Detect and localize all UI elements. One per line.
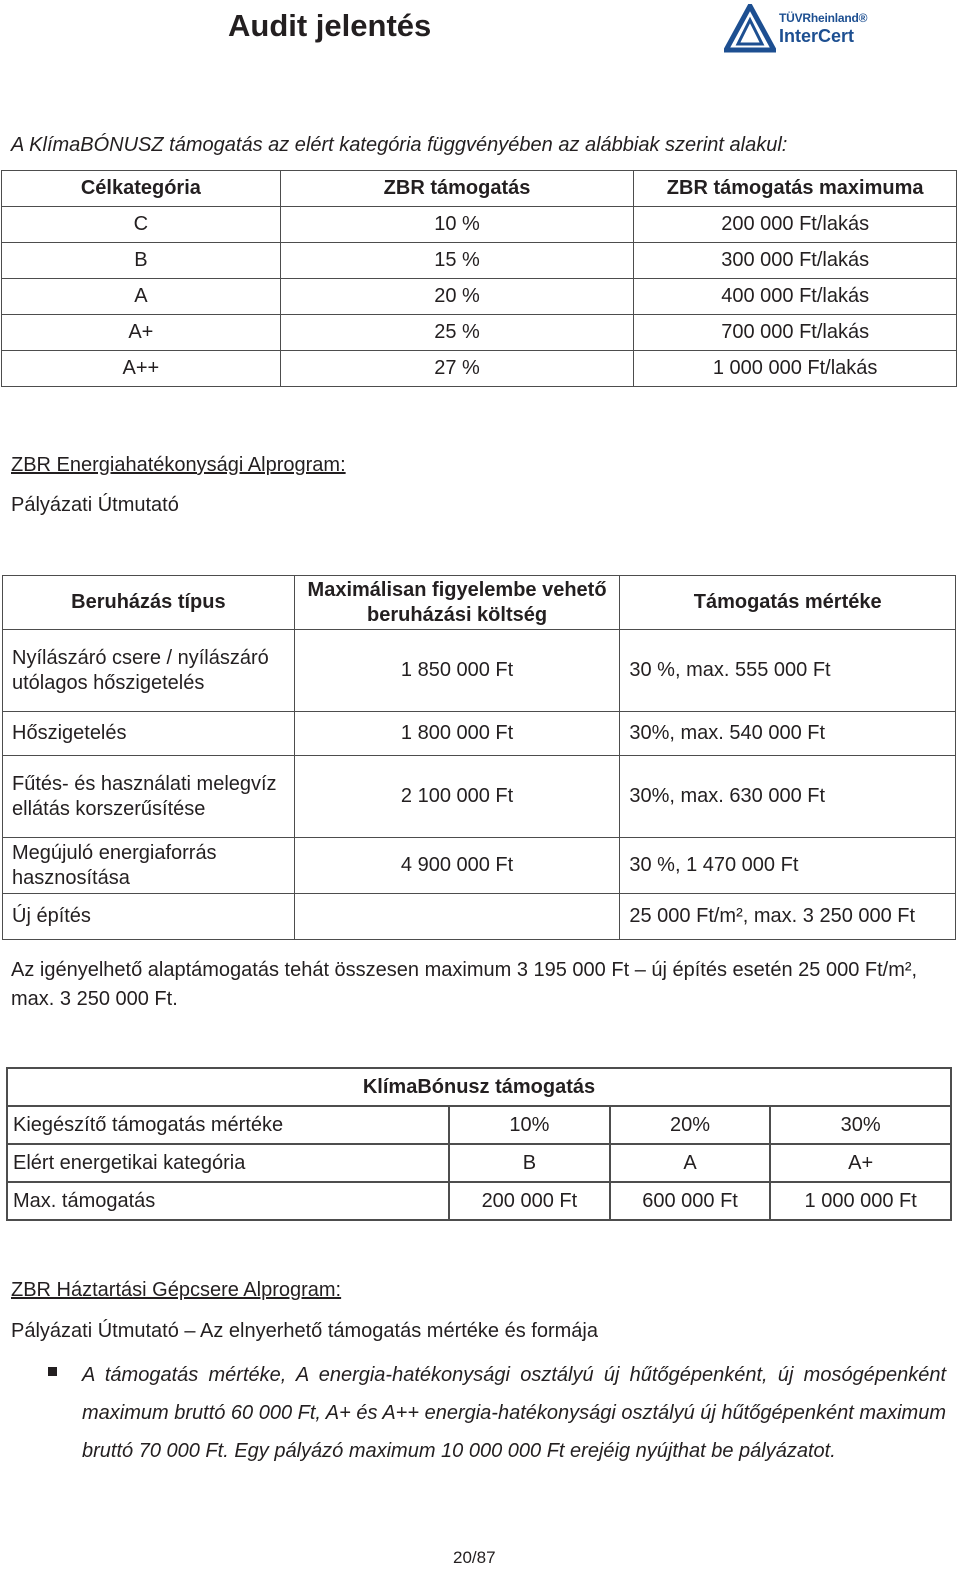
table-row: [2, 351, 957, 387]
table-header-row: [2, 171, 957, 207]
table-cell: [294, 894, 620, 940]
investment-table: [2, 575, 956, 940]
summary-text: Az igényelhető alaptámogatás tehát összesen maximum 3 195 000 Ft – új építés esetén 25 000 Ft/m², max. 3 250 000 Ft.: [11, 959, 918, 1010]
table-header: Célkategória: [2, 171, 281, 207]
table-cell: A+: [770, 1144, 951, 1182]
table-cell: 27 %: [280, 351, 634, 387]
tuv-logo: [724, 4, 884, 54]
table-row: [2, 243, 957, 279]
table-cell: 25 %: [280, 315, 634, 351]
table-cell: 30%, max. 540 000 Ft: [620, 712, 956, 756]
table-cell: 200 000 Ft: [449, 1182, 610, 1220]
energy-efficiency-program-link[interactable]: ZBR Energiahatékonysági Alprogram:: [11, 454, 346, 476]
table-header-row: [3, 576, 956, 630]
table-cell: 2 100 000 Ft: [294, 756, 620, 838]
bullet-text: A támogatás mértéke, A energia-hatékonysági osztályú új hűtőgépenként, új mosógépenként maximum bruttó 60 000 Ft, A+ és A++ energia-hatékonysági osztályú új hűtőgépenként maximum bruttó 70 000 Ft. Egy pályázó maximum 10 000 000 Ft erejéig nyújthat be pályázatot.: [82, 1364, 946, 1462]
table-cell: A: [2, 279, 281, 315]
table-cell: 400 000 Ft/lakás: [634, 279, 957, 315]
table-header: Beruházás típus: [3, 576, 295, 630]
table-cell: 30%: [770, 1106, 951, 1144]
bullet-square-icon: [48, 1367, 57, 1376]
intro-text: A KlímaBÓNUSZ támogatás az elért kategória függvényében az alábbiak szerint alakul:: [11, 134, 788, 156]
table-cell: 10 %: [280, 207, 634, 243]
section-subtitle: Pályázati Útmutató: [11, 494, 179, 516]
table-row: [2, 315, 957, 351]
table-row: [2, 207, 957, 243]
table-title: KlímaBónusz támogatás: [7, 1068, 951, 1106]
table-cell: Elért energetikai kategória: [7, 1144, 449, 1182]
logo-text-tuv: TÜVRheinland®: [779, 11, 868, 25]
table-cell: Max. támogatás: [7, 1182, 449, 1220]
climate-bonus-support-table: [6, 1067, 952, 1221]
table-cell: A+: [2, 315, 281, 351]
page-title: Audit jelentés: [228, 8, 432, 43]
table-cell: B: [2, 243, 281, 279]
table-cell: 1 850 000 Ft: [294, 630, 620, 712]
table-row: [7, 1182, 951, 1220]
table-cell: 600 000 Ft: [610, 1182, 771, 1220]
table-row: [3, 838, 956, 894]
table-row: [3, 756, 956, 838]
table-cell: Nyílászáró csere / nyílászáró utólagos hőszigetelés: [3, 630, 295, 712]
table-row: [3, 894, 956, 940]
page-number: 20/87: [453, 1548, 496, 1567]
table-row: [3, 712, 956, 756]
table-cell: Új építés: [3, 894, 295, 940]
table-cell: 1 000 000 Ft/lakás: [634, 351, 957, 387]
table-row: [3, 630, 956, 712]
table-cell: Kiegészítő támogatás mértéke: [7, 1106, 449, 1144]
table-cell: 10%: [449, 1106, 610, 1144]
table-cell: 200 000 Ft/lakás: [634, 207, 957, 243]
logo-text-intercert: InterCert: [779, 26, 855, 46]
table-cell: 300 000 Ft/lakás: [634, 243, 957, 279]
table-row: [7, 1144, 951, 1182]
table-cell: 1 800 000 Ft: [294, 712, 620, 756]
table-cell: Hőszigetelés: [3, 712, 295, 756]
table-cell: 1 000 000 Ft: [770, 1182, 951, 1220]
table-cell: 30 %, max. 555 000 Ft: [620, 630, 956, 712]
table-header: Maximálisan figyelembe vehető beruházási költség: [294, 576, 620, 630]
table-cell: Megújuló energiaforrás hasznosítása: [3, 838, 295, 894]
appliance-replacement-program-link[interactable]: ZBR Háztartási Gépcsere Alprogram:: [11, 1279, 342, 1301]
triangle-logo-icon: [724, 4, 776, 54]
table-cell: A++: [2, 351, 281, 387]
table-cell: 15 %: [280, 243, 634, 279]
table-cell: 20 %: [280, 279, 634, 315]
table-row: [7, 1106, 951, 1144]
table-header: ZBR támogatás: [280, 171, 634, 207]
table-cell: Fűtés- és használati melegvíz ellátás korszerűsítése: [3, 756, 295, 838]
table-cell: A: [610, 1144, 771, 1182]
table-cell: 30%, max. 630 000 Ft: [620, 756, 956, 838]
table-cell: C: [2, 207, 281, 243]
table-header: ZBR támogatás maximuma: [634, 171, 957, 207]
table-row: [2, 279, 957, 315]
table-cell: 30 %, 1 470 000 Ft: [620, 838, 956, 894]
table-cell: 700 000 Ft/lakás: [634, 315, 957, 351]
table-header: Támogatás mértéke: [620, 576, 956, 630]
table-cell: B: [449, 1144, 610, 1182]
table-cell: 25 000 Ft/m², max. 3 250 000 Ft: [620, 894, 956, 940]
table-header-row: [7, 1068, 951, 1106]
table-cell: 20%: [610, 1106, 771, 1144]
table-cell: 4 900 000 Ft: [294, 838, 620, 894]
climate-bonus-table: [1, 170, 957, 387]
section-subtitle: Pályázati Útmutató – Az elnyerhető támogatás mértéke és formája: [11, 1320, 598, 1342]
